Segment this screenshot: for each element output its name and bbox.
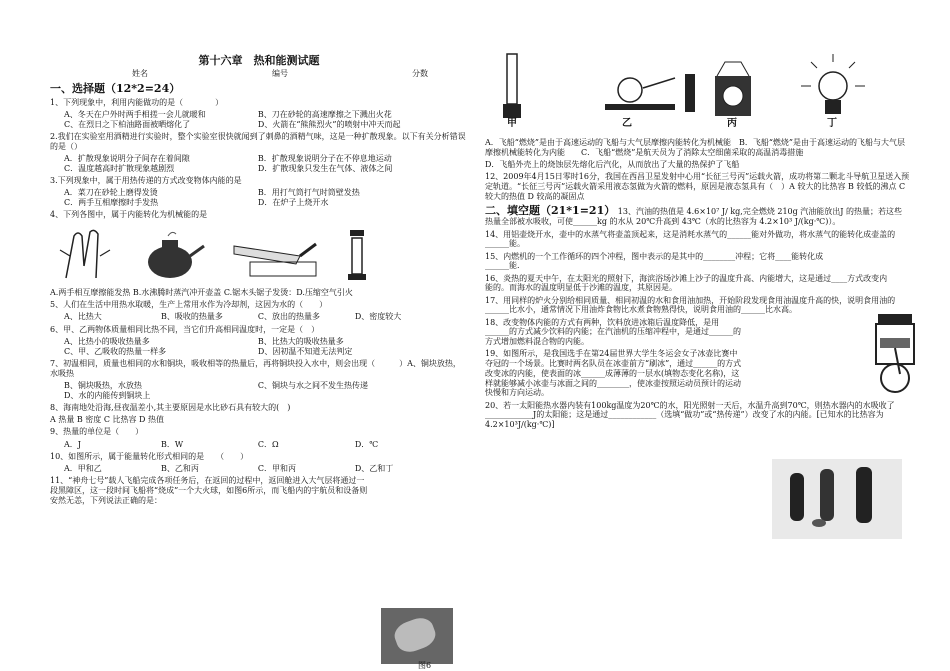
q6-options [64,337,468,357]
q9-option-d: D．℃ [354,439,379,449]
question-13-line [485,204,910,227]
page-title: 第十六章 热和能测试题 [198,54,320,67]
q7-options [64,381,468,401]
q9-option-b: B．W [160,439,184,449]
air-compressor-icon [342,226,372,282]
question-19: 19、如图所示，是我国选手在第24届世界大学生冬运会女子冰壶比赛中夺冠的一个场景。比赛时两名队员在冰壶前方“刷冰”，通过______的方式改变冰的内能，使表面的冰______成薄薄的一层水(填物态变化名称)，这样就能够减小冰壶与冰面之间的________，使冰壶按照运动员预计的运动快慢和方向运动。 [485,349,742,398]
question-1: 1、下列现象中，利用内能做功的是（ ） [50,97,224,107]
q1-option-c: C、在烈日之下柏油路面被晒熔化了 [64,119,191,129]
q5-option-b: B、吸收的热量多 [160,312,223,322]
q2-option-d: D．扩散现象只发生在气体、液体之间 [257,163,393,173]
rubbing-hands-icon [56,226,116,282]
question-20: 20、若一太阳能热水器内装有100kg温度为20℃的水，阳光照射一天后，水温升高到70℃，则热水器内的水吸收了____________J的太阳能；这是通过____________（选填“做功”或“热传递”）改变了水的内能。[已知水的比热容为4.2×10³J/(kg·℃)] [485,400,895,430]
number-label: 编号 [272,69,288,79]
q4-options: A.两手相互摩擦能发热 B.水沸腾时蒸汽冲开壶盖 C.锯木头锯子发烫：D.压缩空气引火 [50,287,353,297]
q10-option-a: A．甲和乙 [64,464,102,474]
q6-option-b: B、比热大的吸收热量多 [257,336,344,346]
q10-options [64,464,468,474]
q9-option-c: C．Ω [257,439,279,449]
q10-option-b: B、乙和丙 [160,464,199,474]
curling-photo [772,459,902,539]
q8-options: A 热量 B 密度 C 比热容 D 热值 [50,415,164,425]
q6-option-d: D、因初温不知道无法判定 [257,346,353,356]
q7-option-c: C、铜块与水之间不发生热传递 [257,380,369,390]
q2-option-a: A．扩散现象说明分子间存在着间隙 [64,153,190,163]
q3-option-b: B．用打气筒打气时筒壁发热 [257,188,360,198]
q4-figures [56,224,468,282]
question-14: 14、用铝壶烧开水，壶中的水蒸气将壶盖顶起来，这是消耗水蒸气的______能对外做功，将水蒸气的能转化成壶盖的______能。 [485,229,896,249]
q6-option-a: A、比热小的吸收热量多 [64,336,150,346]
question-9: 9、热量的单位是（ ） [50,427,144,437]
right-column [485,0,910,671]
saw-icon [230,226,320,282]
q5-option-d: D、密度较大 [354,312,402,322]
question-16: 16、炎热的夏天中午，在太阳光的照射下，海滨浴场沙滩上沙子的温度升高、内能增大，这是通过____方式改变内能的。而海水的温度明显低于沙滩的温度，其原因是。 [485,273,888,293]
q5-option-c: C、放出的热量多 [257,312,321,322]
kettle-icon [138,226,208,282]
q2-option-c: C．温度越高时扩散现象越剧烈 [64,163,175,173]
label-ding: 丁 [827,118,837,129]
q11-options: A．飞船“燃烧”是由于高速运动的飞船与大气层摩擦内能转化为机械能 B．飞船“燃烧”是由于高速运动的飞船与大气层摩擦机械能转化为内能 C．飞船“燃烧”是航天员为了消除太空细菌采取的高温消毒措施 [485,138,906,157]
q10-option-c: C．甲和丙 [257,464,297,474]
question-17: 17、用同样的炉火分别给相同质量、相同初温的水和食用油加热，开始阶段发现食用油温度升高的快，说明食用油的______比水小，通常情况下用油炸食物比水煮食物熟得快，说明食用油的______比水高。 [485,295,896,315]
q9-option-a: A．J [64,439,81,449]
question-6: 6、甲、乙两物体质量相同比热不同，当它们升高相同温度时，一定是（ ） [50,324,320,334]
q3-options [64,188,468,208]
question-8: 8、海南地处沿海,昼夜温差小,其主要原因是水比砂石具有较大的( ) [50,402,291,412]
question-13: 13、汽油的热值是 4.6×10⁷ J/ kg,完全燃烧 210g 汽油能放出J 的热量；若这些热量全部被水吸收，可使______kg 的水从 20℃升高到 43℃（水的比热容为 4.2×10³ J/(kg·℃)）。 [485,207,903,227]
question-18: 18、改变物体内能的方式有两种，饮料放进冰箱后温度降低，是用______的方式减少饮料的内能；在汽油机的压缩冲程中，是通过______的方式增加燃料混合物的内能。 [485,317,741,347]
question-15: 15、内燃机的一个工作循环的四个冲程，图中表示的是其中的________冲程；它将____能转化成______能. [485,251,824,271]
q3-option-c: C．两手互相摩擦时手发热 [64,197,159,207]
label-yi: 乙 [622,118,632,129]
question-10: 10、如图所示，属于能量转化形式相同的是 （ ） [50,451,249,461]
label-bing: 丙 [727,118,737,129]
q11-option-d: D．飞船外壳上的烧蚀层先熔化后汽化，从而放出了大量的热保护了飞船 [485,160,740,169]
section1-heading: 一、选择题（12*2=24） [50,82,181,96]
q6-option-c: C、甲、乙吸收的热量一样多 [64,346,167,356]
spacecraft-photo [381,608,453,664]
left-column [50,0,468,671]
name-bar [50,69,468,79]
q1-option-b: B、刀在砂轮的高速摩擦之下溅出火花 [257,109,392,119]
question-4: 4、下列各图中，属于内能转化为机械能的是 [50,210,208,220]
question-2: 2.我们在实验室用酒精进行实验时，整个实验室很快就闻到了刺鼻的酒精气味，这是一种扩散现象。以下有关分析错误的是（） [50,131,466,151]
q2-options [64,154,468,174]
engine-diagram [864,312,926,396]
energy-figures [485,48,895,128]
question-7: 7、初温相同，质量也相同的水和铜块，吸收相等的热量后，再将铜块投入水中，则会出现（ ）A、铜块放热，水吸热 [50,358,461,378]
q9-options [64,440,468,450]
q1-option-a: A、冬天在户外时两手相搓一会儿就暖和 [64,109,206,119]
question-5: 5、人们在生活中用热水取暖，生产上常用水作为冷却剂，这因为水的（ ） [50,300,328,310]
q3-option-d: D．在炉子上烧开水 [257,197,329,207]
name-label: 姓名 [132,69,148,79]
question-11: 11、“神舟七号”载人飞船完成各项任务后，在返回的过程中，返回舱进入大气层将通过一段黑障区，这一段时间飞船将“烧成”一个大火球，如图6所示，而飞船内的宇航员和设备则安然无恙，下列说法正确的是： [50,476,368,505]
q10-option-d: D、乙和丁 [354,464,394,474]
label-jia: 甲 [507,118,517,129]
q7-option-d: D、水的内能传到铜块上 [64,390,151,400]
section2-heading: 二、填空题（21*1=21） [485,204,616,217]
question-3: 3.下列现象中，属于用热传递的方式改变物体内能的是 [50,175,242,185]
score-label: 分数 [412,69,428,79]
q1-options [64,110,468,130]
q1-option-d: D、火箭在“熊熊烈火”的喷射中冲天而起 [257,119,401,129]
q3-option-a: A．菜刀在砂轮上磨得发烫 [64,188,158,198]
figure-caption: 图6 [418,661,432,670]
question-12: 12、2009年4月15日零时16分，我国在西昌卫星发射中心用“长征三号丙”运载火箭，成功将第二颗北斗导航卫星送入预定轨道。“长征三号丙”运载火箭采用液态氢做为火箭的燃料，原因是液态氢具有（ ）A 较大的比热容 B 较低的沸点 C 较大的热值 D 较高的凝固点 [485,172,910,201]
q5-options [64,312,468,322]
q10-figures [485,48,910,176]
q5-option-a: A、比热大 [64,312,102,322]
q7-option-b: B、铜块吸热，水放热 [64,380,142,390]
q2-option-b: B．扩散现象说明分子在不停息地运动 [257,153,392,163]
